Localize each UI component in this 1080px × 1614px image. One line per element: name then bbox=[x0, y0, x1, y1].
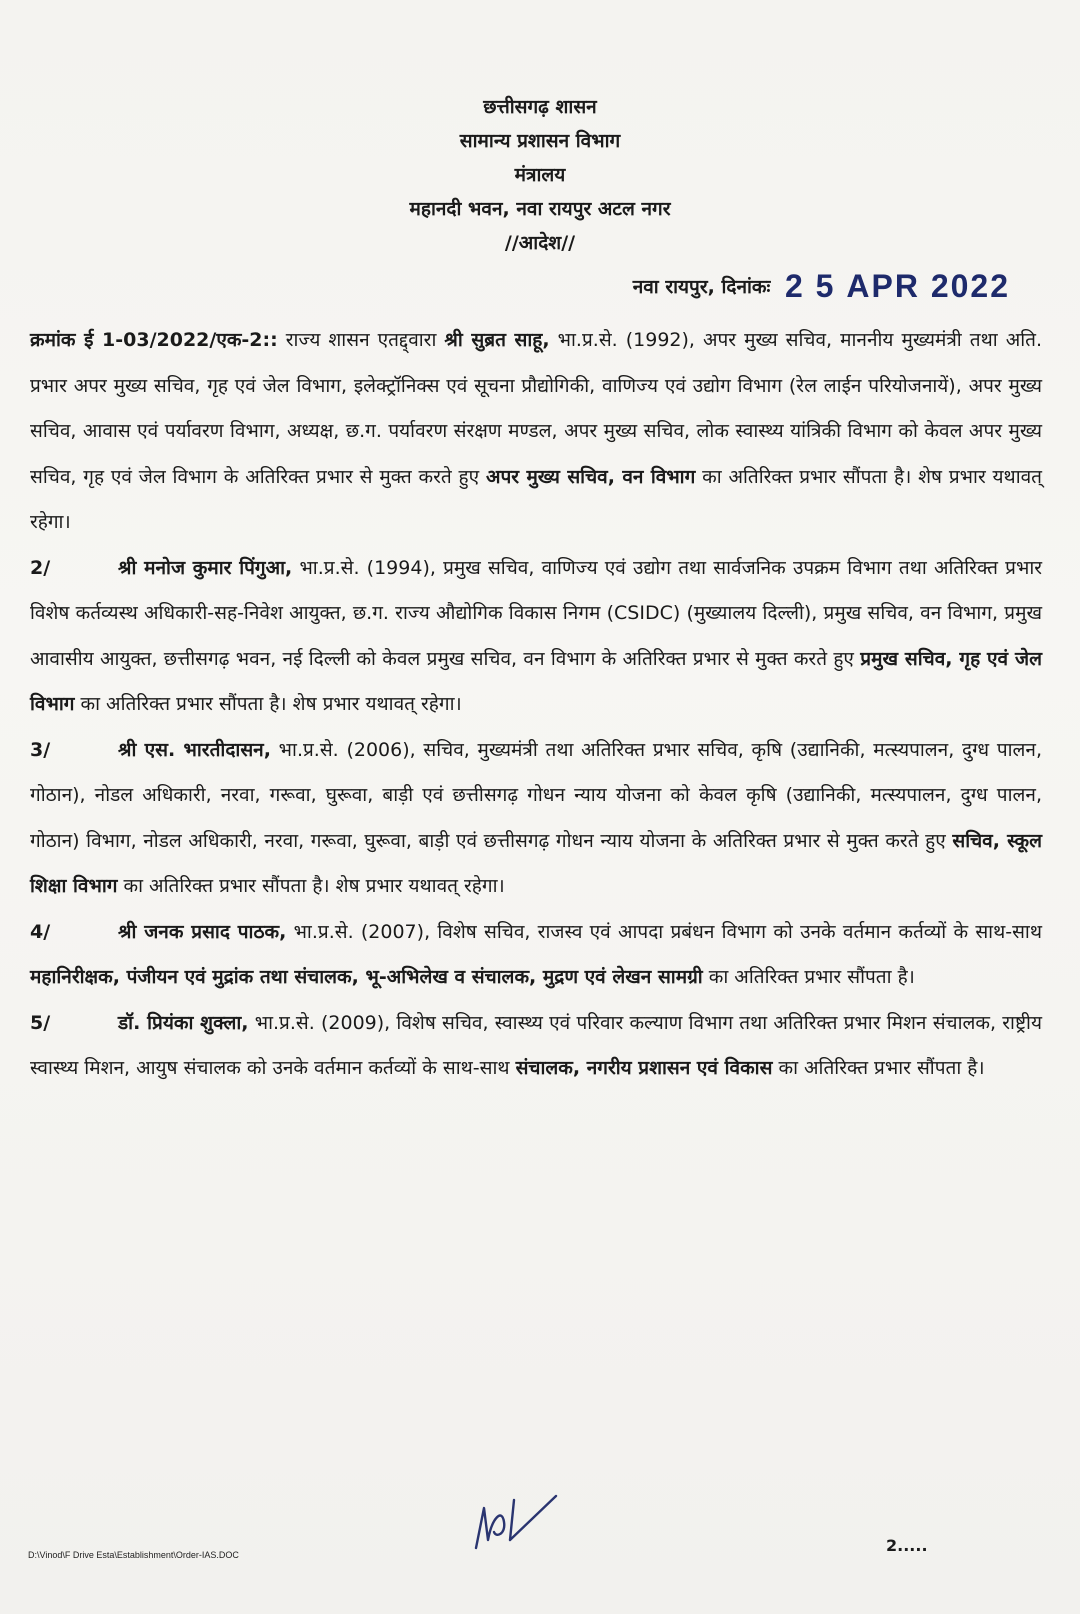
govt-name: छत्तीसगढ़ शासन bbox=[483, 96, 597, 118]
order-title: //आदेश// bbox=[504, 232, 576, 254]
assigned-post: सचिव, स्कूल शिक्षा विभाग bbox=[30, 829, 1043, 897]
officer-name: डॉ. प्रियंका शुक्ला, bbox=[118, 1011, 249, 1034]
officer-name: श्री एस. भारतीदासन, bbox=[118, 738, 271, 761]
assigned-post: महानिरीक्षक, पंजीयन एवं मुद्रांक तथा संचालक, भू-अभिलेख व संचालक, मुद्रण एवं लेखन सामग्री bbox=[30, 966, 703, 988]
paragraph-2: 2/ श्री मनोज कुमार पिंगुआ, भा.प्र.से. (1994), प्रमुख सचिव, वाणिज्य एवं उद्योग तथा सार्वजनिक उपक्रम विभाग तथा अतिरिक्त प्रभार विशेष कर्तव्यस्थ अधिकारी-सह-निवेश आयुक्त, छ.ग. राज्य औद्योगिक विकास निगम (CSIDC) (मुख्यालय दिल्ली), प्रमुख सचिव, वन विभाग, प्रमुख आवासीय आयुक्त, छत्तीसगढ़ भवन, नई दिल्ली को केवल प्रमुख सचिव, वन विभाग के अतिरिक्त प्रभार से मुक्त करते हुए प्रमुख सचिव, गृह एवं जेल विभाग का अतिरिक्त प्रभार सौंपता है। शेष प्रभार यथावत् रहेगा। bbox=[30, 546, 1042, 728]
order-body bbox=[30, 318, 1042, 1092]
date-place: नवा रायपुर, दिनांकः bbox=[632, 276, 771, 298]
date-stamp: 2 5 APR 2022 bbox=[784, 268, 1010, 304]
paragraph-number: 2/ bbox=[30, 556, 51, 579]
paragraph-1: क्रमांक ई 1-03/2022/एक-2:: राज्य शासन एतद्द्वारा श्री सुब्रत साहू, भा.प्र.से. (1992), अपर मुख्य सचिव, माननीय मुख्यमंत्री तथा अति. प्रभार अपर मुख्य सचिव, गृह एवं जेल विभाग, इलेक्ट्रॉनिक्स एवं सूचना प्रौद्योगिकी, वाणिज्य एवं उद्योग विभाग (रेल लाईन परियोजनायें), अपर मुख्य सचिव, आवास एवं पर्यावरण विभाग, अध्यक्ष, छ.ग. पर्यावरण संरक्षण मण्डल, अपर मुख्य सचिव, लोक स्वास्थ्य यांत्रिकी विभाग को केवल अपर मुख्य सचिव, गृह एवं जेल विभाग के अतिरिक्त प्रभार से मुक्त करते हुए अपर मुख्य सचिव, वन विभाग का अतिरिक्त प्रभार सौंपता है। शेष प्रभार यथावत् रहेगा। bbox=[30, 329, 1043, 533]
signature bbox=[470, 1478, 560, 1562]
officer-name: श्री सुब्रत साहू, bbox=[444, 329, 550, 351]
office-address: महानदी भवन, नवा रायपुर अटल नगर bbox=[409, 198, 671, 220]
file-path: D:\Vinod\F Drive Esta\Establishment\Order-IAS.DOC bbox=[28, 1550, 239, 1560]
paragraph-3: 3/ श्री एस. भारतीदासन, भा.प्र.से. (2006), सचिव, मुख्यमंत्री तथा अतिरिक्त प्रभार सचिव, कृषि (उद्यानिकी, मत्स्यपालन, दुग्ध पालन, गोठान), नोडल अधिकारी, नरवा, गरूवा, घुरूवा, बाड़ी एवं छत्तीसगढ़ गोधन न्याय योजना को केवल कृषि (उद्यानिकी, मत्स्यपालन, दुग्ध पालन, गोठान) विभाग, नोडल अधिकारी, नरवा, गरूवा, घुरूवा, बाड़ी एवं छत्तीसगढ़ गोधन न्याय योजना के अतिरिक्त प्रभार से मुक्त करते हुए सचिव, स्कूल शिक्षा विभाग का अतिरिक्त प्रभार सौंपता है। शेष प्रभार यथावत् रहेगा। bbox=[30, 728, 1042, 910]
paragraph-4: 4/ श्री जनक प्रसाद पाठक, भा.प्र.से. (2007), विशेष सचिव, राजस्व एवं आपदा प्रबंधन विभाग को उनके वर्तमान कर्तव्यों के साथ-साथ महानिरीक्षक, पंजीयन एवं मुद्रांक तथा संचालक, भू-अभिलेख व संचालक, मुद्रण एवं लेखन सामग्री का अतिरिक्त प्रभार सौंपता है। bbox=[30, 910, 1042, 1001]
department-name: सामान्य प्रशासन विभाग bbox=[459, 130, 621, 152]
office-name: मंत्रालय bbox=[514, 164, 566, 186]
assigned-post: प्रमुख सचिव, गृह एवं जेल विभाग bbox=[30, 647, 1042, 715]
assigned-post: संचालक, नगरीय प्रशासन एवं विकास bbox=[515, 1057, 773, 1079]
assigned-post: अपर मुख्य सचिव, वन विभाग bbox=[485, 465, 696, 488]
order-reference: क्रमांक ई 1-03/2022/एक-2:: bbox=[30, 329, 278, 351]
paragraph-5: 5/ डॉ. प्रियंका शुक्ला, भा.प्र.से. (2009), विशेष सचिव, स्वास्थ्य एवं परिवार कल्याण विभाग तथा अतिरिक्त प्रभार मिशन संचालक, राष्ट्रीय स्वास्थ्य मिशन, आयुष संचालक को उनके वर्तमान कर्तव्यों के साथ-साथ संचालक, नगरीय प्रशासन एवं विकास का अतिरिक्त प्रभार सौंपता है। bbox=[30, 1001, 1042, 1092]
letterhead bbox=[0, 90, 1080, 260]
continued-page-marker: 2..... bbox=[886, 1536, 928, 1555]
paragraph-number: 3/ bbox=[30, 738, 51, 761]
dateline bbox=[633, 268, 1010, 305]
officer-name: श्री जनक प्रसाद पाठक, bbox=[118, 920, 287, 943]
officer-name: श्री मनोज कुमार पिंगुआ, bbox=[118, 556, 293, 579]
paragraph-number: 5/ bbox=[30, 1011, 51, 1034]
paragraph-number: 4/ bbox=[30, 920, 51, 943]
